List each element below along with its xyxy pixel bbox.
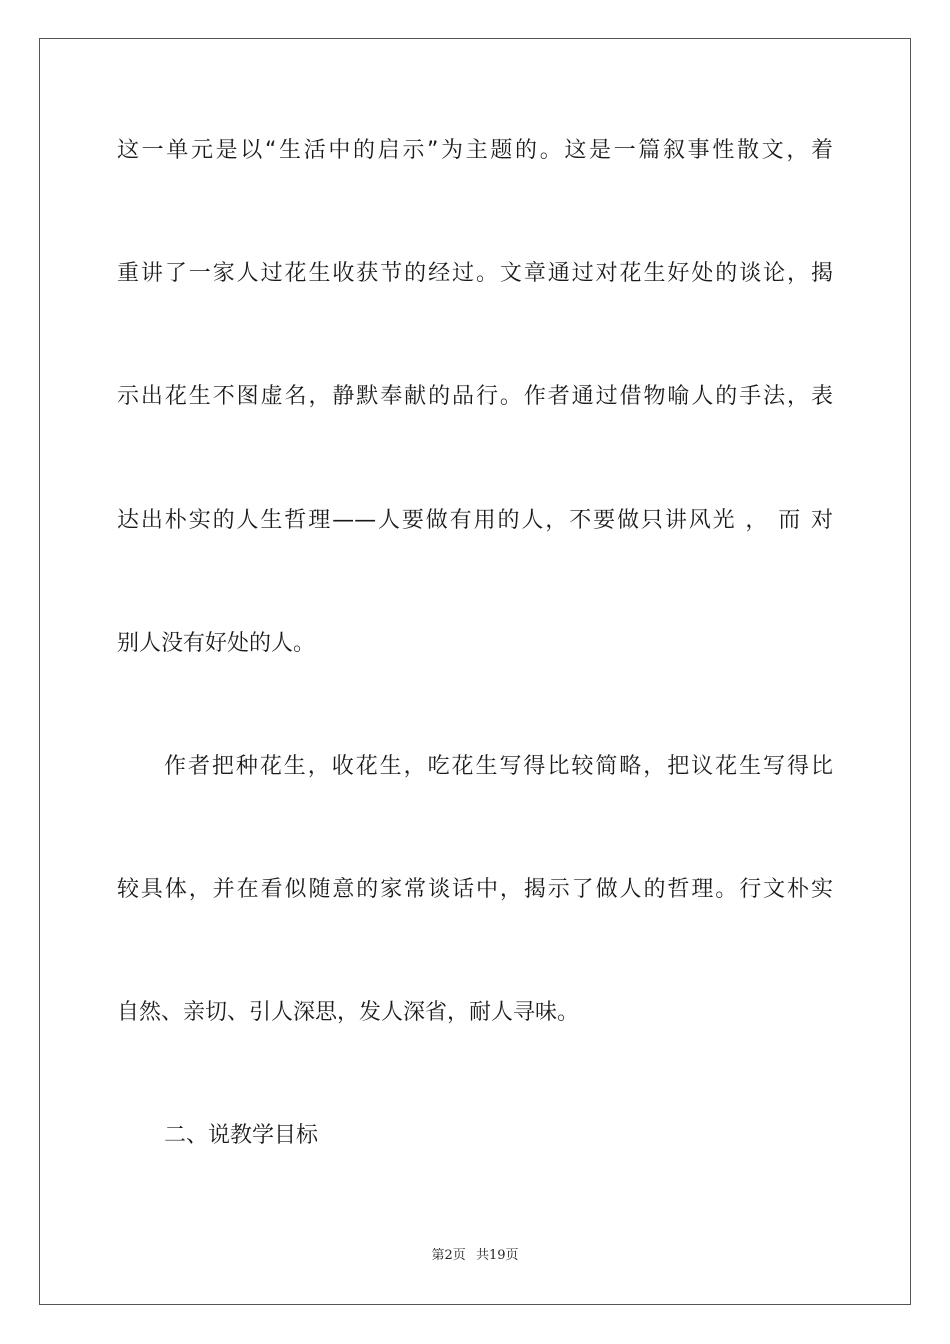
page-number: 第2页 <box>431 1248 466 1263</box>
paragraph-2-line-2: 较具体，并在看似随意的家常谈话中，揭示了做人的哲理。行文朴实 <box>117 877 833 902</box>
paragraph-2-line-1: 作者把种花生，收花生，吃花生写得比较简略，把议花生写得比 <box>164 754 833 779</box>
page-total: 共19页 <box>475 1248 519 1263</box>
paragraph-1-line-2: 重讲了一家人过花生收获节的经过。文章通过对花生好处的谈论，揭 <box>117 261 833 286</box>
paragraph-1-line-3: 示出花生不图虚名，静默奉献的品行。作者通过借物喻人的手法，表 <box>117 384 833 409</box>
paragraph-1-line-4: 达出朴实的人生哲理——人要做有用的人，不要做只讲风光 ， 而 对 <box>117 508 833 533</box>
section-heading: 二、说教学目标 <box>164 1123 319 1148</box>
paragraph-1-line-5: 别人没有好处的人。 <box>117 631 316 656</box>
page-footer <box>0 1247 950 1265</box>
page-border <box>39 38 911 1305</box>
paragraph-1-line-1: 这一单元是以“生活中的启示”为主题的。这是一篇叙事性散文，着 <box>117 138 833 163</box>
paragraph-2-line-3: 自然、亲切、引人深思，发人深省，耐人寻味。 <box>117 1000 580 1025</box>
